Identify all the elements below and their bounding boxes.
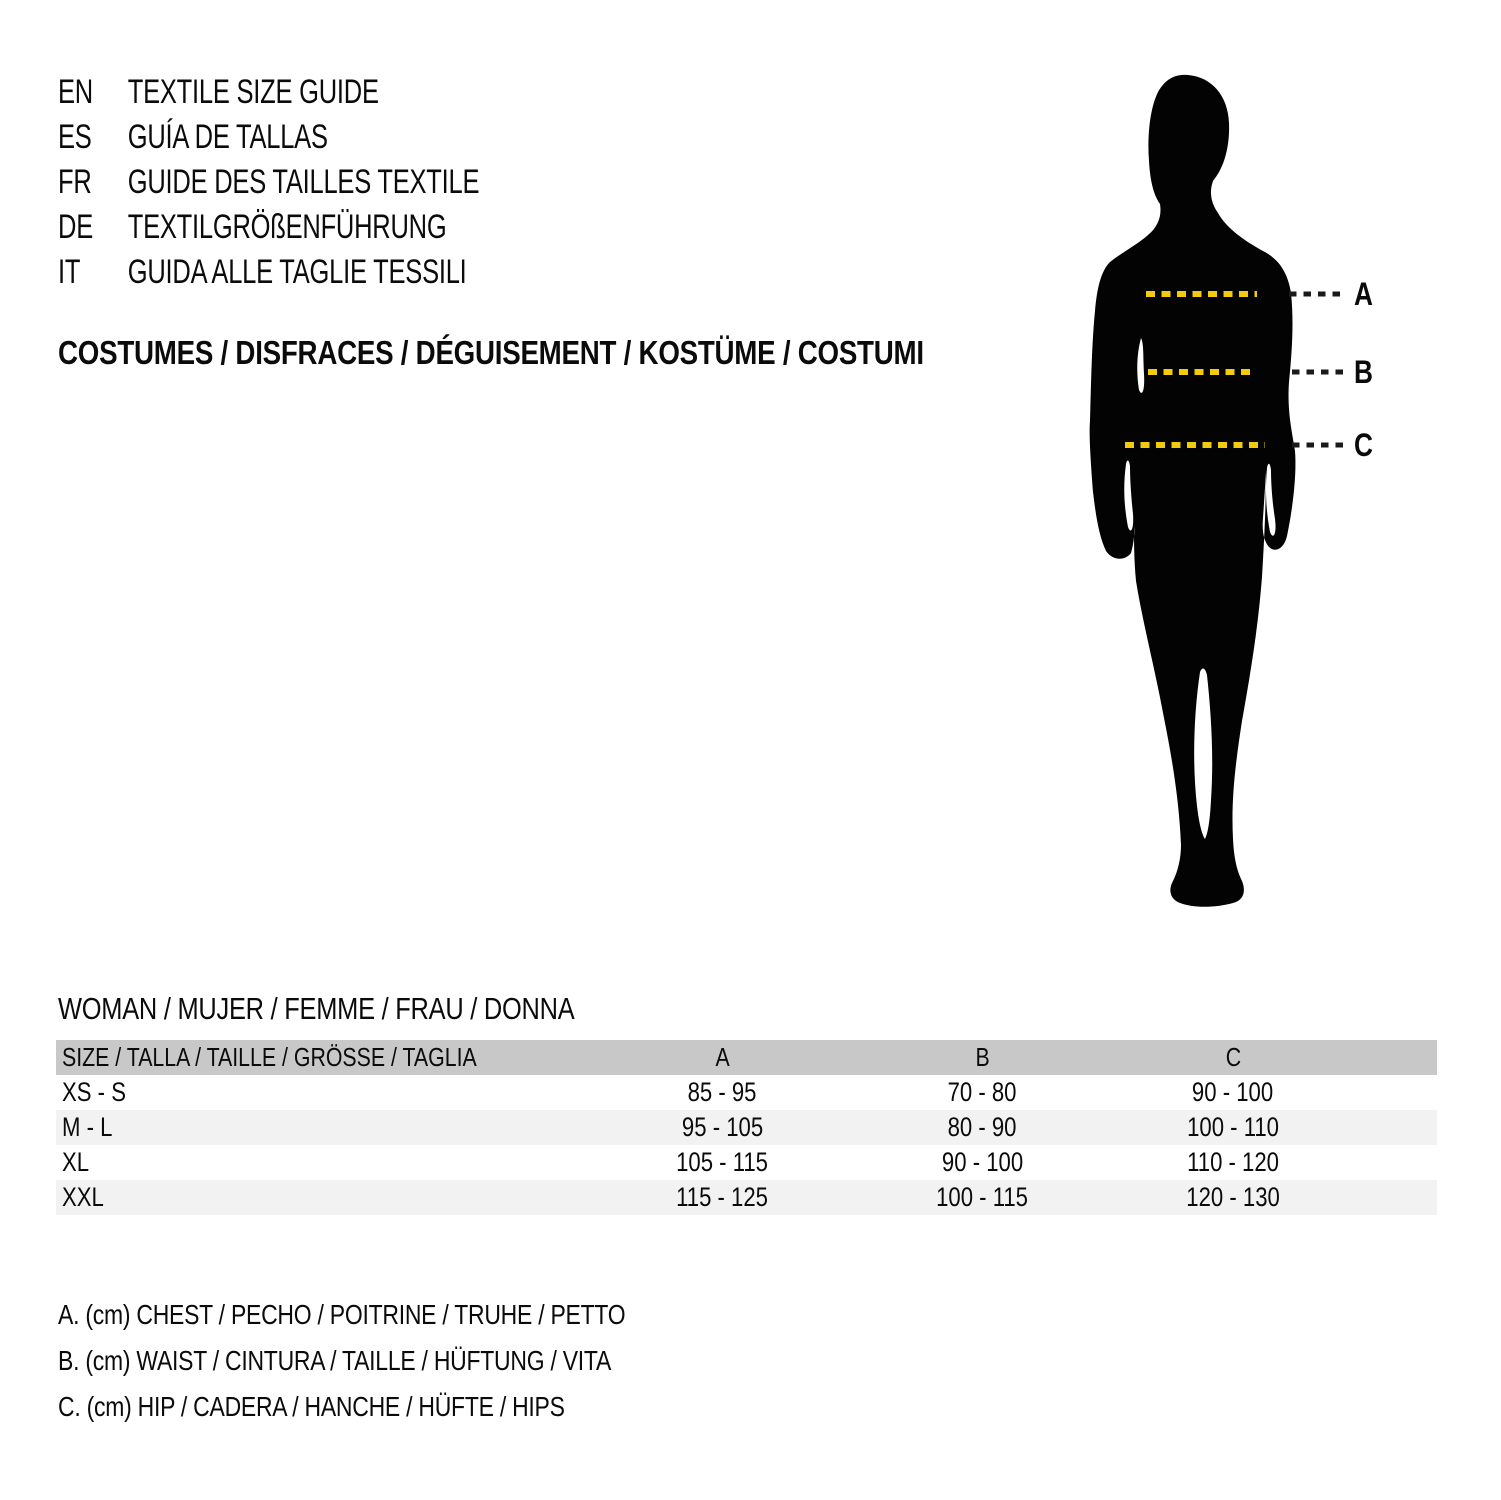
spacer-cell [1361, 1145, 1437, 1180]
size-table-header-row [56, 1040, 1437, 1075]
size-column-header: SIZE / TALLA / TAILLE / GRÖSSE / TAGLIA [56, 1040, 585, 1075]
spacer-cell [1361, 1075, 1437, 1110]
waist-range-cell: 70 - 80 [948, 1077, 1017, 1107]
legend-line-waist: B. (cm) WAIST / CINTURA / TAILLE / HÜFTUNG / VITA [58, 1345, 612, 1376]
lang-code: FR [58, 163, 92, 201]
lang-label: TEXTILGRÖßENFÜHRUNG [127, 208, 447, 246]
spacer-cell [1361, 1180, 1437, 1215]
measurement-legend [58, 1292, 750, 1430]
marker-label-b [1354, 353, 1414, 391]
category-heading-text: COSTUMES / DISFRACES / DÉGUISEMENT / KOSTÜME / COSTUMI [58, 334, 924, 371]
hip-range-cell: 90 - 100 [1192, 1077, 1274, 1107]
lang-code: EN [58, 73, 93, 111]
lang-label: GUÍA DE TALLAS [127, 118, 328, 156]
marker-label-c [1354, 426, 1414, 464]
hip-range-cell: 100 - 110 [1105, 1110, 1361, 1145]
header-spacer-cell [1361, 1040, 1437, 1075]
lang-code: ES [58, 118, 92, 156]
legend-line-chest: A. (cm) CHEST / PECHO / POITRINE / TRUHE / PETTO [58, 1299, 626, 1330]
column-b-header: B [860, 1040, 1105, 1075]
section-heading-text: WOMAN / MUJER / FEMME / FRAU / DONNA [58, 991, 575, 1026]
lang-label: TEXTILE SIZE GUIDE [127, 73, 379, 111]
table-row-xxl [56, 1180, 1437, 1215]
size-table [56, 1040, 1437, 1215]
size-cell: XL [62, 1147, 90, 1177]
size-cell: XS - S [62, 1077, 126, 1107]
marker-label-c-text: C [1354, 427, 1373, 463]
section-heading-woman [58, 990, 688, 1028]
column-c-header: C [1105, 1040, 1361, 1075]
marker-label-a [1354, 275, 1414, 313]
waist-range-cell: 90 - 100 [941, 1147, 1024, 1177]
chest-range-cell: 95 - 105 [585, 1110, 860, 1145]
lang-label: GUIDA ALLE TAGLIE TESSILI [127, 253, 467, 291]
lang-label: GUIDE DES TAILLES TEXTILE [127, 163, 480, 201]
table-row-xl [56, 1145, 1437, 1180]
size-cell: XXL [56, 1180, 585, 1215]
table-row-xs-s [56, 1075, 1437, 1110]
chest-range-cell: 85 - 95 [688, 1077, 757, 1107]
chest-range-cell: 105 - 115 [676, 1147, 769, 1177]
hip-range-cell: 110 - 120 [1187, 1147, 1279, 1177]
size-cell: M - L [56, 1110, 585, 1145]
table-row-m-l [56, 1110, 1437, 1145]
column-a-header: A [585, 1040, 860, 1075]
waist-range-cell: 80 - 90 [860, 1110, 1105, 1145]
marker-label-b-text: B [1354, 354, 1373, 390]
legend-line-hip: C. (cm) HIP / CADERA / HANCHE / HÜFTE / HIPS [58, 1391, 565, 1422]
chest-range-cell: 115 - 125 [585, 1180, 860, 1215]
waist-range-cell: 100 - 115 [860, 1180, 1105, 1215]
hip-range-cell: 120 - 130 [1105, 1180, 1361, 1215]
lang-code: DE [58, 208, 93, 246]
marker-label-a-text: A [1354, 276, 1373, 312]
woman-silhouette [1090, 75, 1296, 907]
spacer-cell [1361, 1110, 1437, 1145]
lang-code: IT [58, 253, 81, 291]
